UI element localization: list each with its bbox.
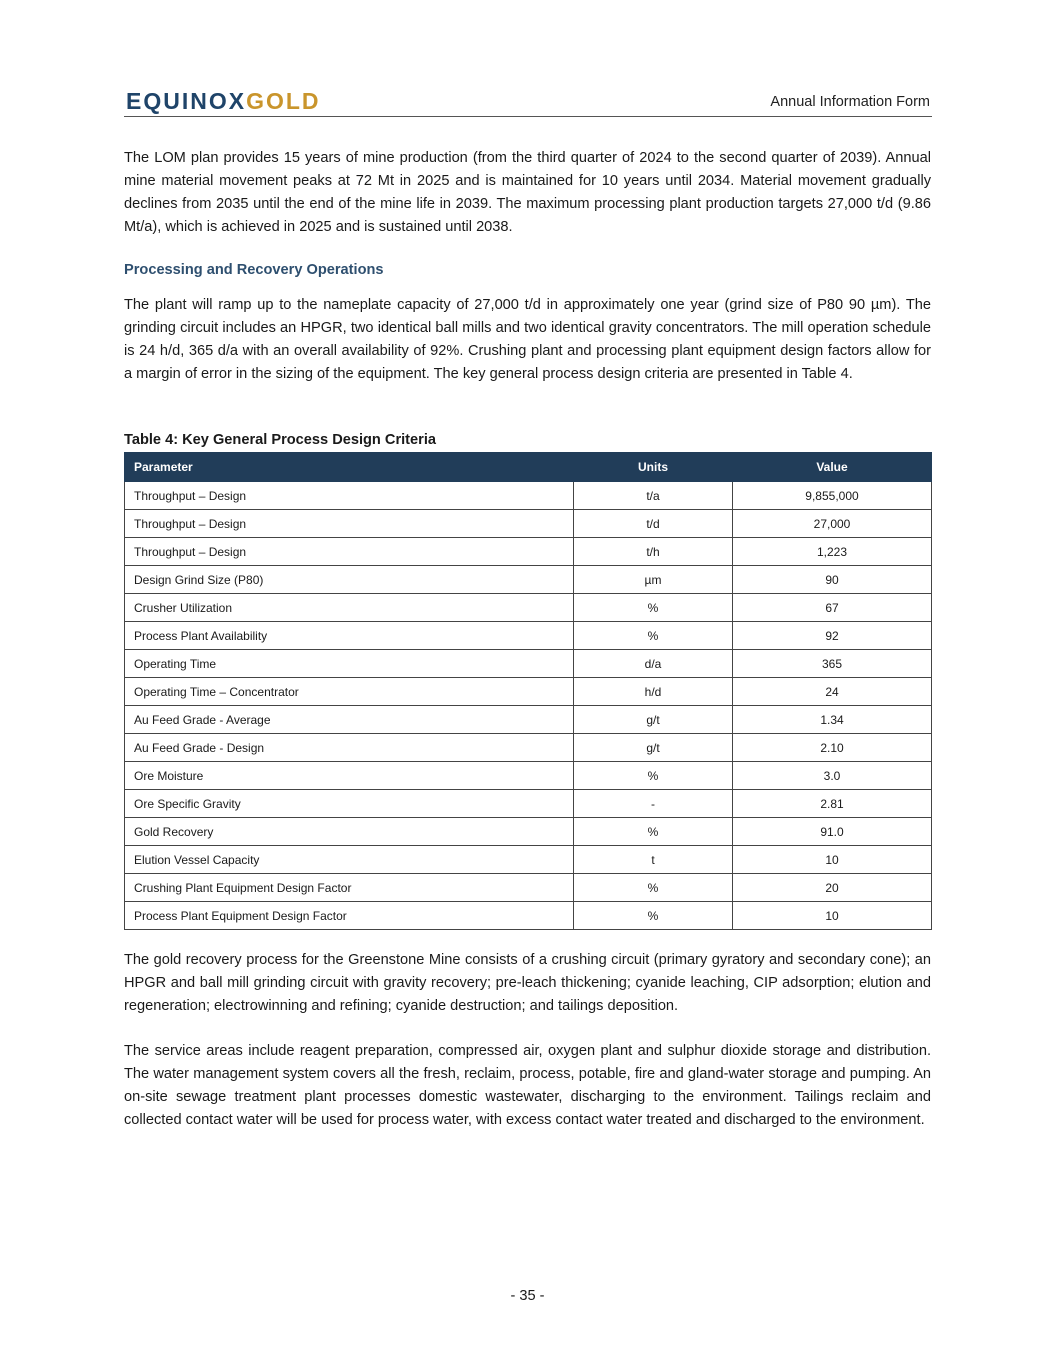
cell-parameter: Design Grind Size (P80): [125, 566, 574, 594]
cell-value: 92: [733, 622, 932, 650]
cell-units: h/d: [574, 678, 733, 706]
cell-value: 27,000: [733, 510, 932, 538]
cell-parameter: Ore Moisture: [125, 762, 574, 790]
cell-parameter: Process Plant Availability: [125, 622, 574, 650]
table-row: [125, 706, 932, 734]
cell-value: 10: [733, 902, 932, 930]
section-heading-processing: Processing and Recovery Operations: [124, 262, 384, 278]
paragraph-lom-plan: The LOM plan provides 15 years of mine production (from the third quarter of 2024 to the second quarter of 2039). Annual mine material movement peaks at 72 Mt in 2025 and is maintained for 10 years until 2034. Material movement gradually declines from 2035 until the end of the mine life in 2039. The maximum processing plant production targets 27,000 t/d (9.86 Mt/a), which is achieved in 2025 and is sustained until 2038.: [124, 150, 931, 235]
table-row: [125, 734, 932, 762]
cell-units: t/d: [574, 510, 733, 538]
cell-units: µm: [574, 566, 733, 594]
cell-parameter: Operating Time: [125, 650, 574, 678]
cell-parameter: Crushing Plant Equipment Design Factor: [125, 874, 574, 902]
cell-parameter: Elution Vessel Capacity: [125, 846, 574, 874]
cell-units: %: [574, 818, 733, 846]
cell-units: %: [574, 762, 733, 790]
table-row: [125, 874, 932, 902]
cell-parameter: Throughput – Design: [125, 510, 574, 538]
cell-value: 1,223: [733, 538, 932, 566]
cell-value: 91.0: [733, 818, 932, 846]
table-row: [125, 902, 932, 930]
table-row: [125, 790, 932, 818]
table-row: [125, 846, 932, 874]
cell-parameter: Throughput – Design: [125, 538, 574, 566]
table-row: [125, 538, 932, 566]
cell-value: 67: [733, 594, 932, 622]
cell-units: g/t: [574, 734, 733, 762]
table-caption: Table 4: Key General Process Design Criteria: [124, 432, 437, 448]
cell-units: %: [574, 594, 733, 622]
cell-parameter: Process Plant Equipment Design Factor: [125, 902, 574, 930]
cell-units: %: [574, 902, 733, 930]
cell-parameter: Operating Time – Concentrator: [125, 678, 574, 706]
cell-value: 90: [733, 566, 932, 594]
cell-value: 2.10: [733, 734, 932, 762]
table-row: [125, 762, 932, 790]
cell-parameter: Au Feed Grade - Average: [125, 706, 574, 734]
cell-parameter: Gold Recovery: [125, 818, 574, 846]
document-title: Annual Information Form: [770, 94, 930, 110]
page-number: - 35 -: [510, 1288, 545, 1304]
cell-parameter: Au Feed Grade - Design: [125, 734, 574, 762]
cell-parameter: Ore Specific Gravity: [125, 790, 574, 818]
table-row: [125, 482, 932, 510]
cell-units: t/h: [574, 538, 733, 566]
table-row: [125, 678, 932, 706]
page-header: [124, 88, 932, 117]
table-row: [125, 510, 932, 538]
cell-parameter: Throughput – Design: [125, 482, 574, 510]
cell-units: %: [574, 622, 733, 650]
table-row: [125, 818, 932, 846]
paragraph-gold-recovery-process: The gold recovery process for the Greenstone Mine consists of a crushing circuit (primary gyratory and secondary cone); an HPGR and ball mill grinding circuit with gravity recovery; pre-leach thickening; cyanide leaching, CIP adsorption; elution and regeneration; electrowinning and refining; cyanide destruction; and tailings deposition.: [124, 952, 931, 1014]
cell-parameter: Crusher Utilization: [125, 594, 574, 622]
cell-value: 20: [733, 874, 932, 902]
cell-value: 1.34: [733, 706, 932, 734]
cell-units: g/t: [574, 706, 733, 734]
column-header-value: Value: [733, 453, 932, 482]
cell-value: 10: [733, 846, 932, 874]
cell-units: %: [574, 874, 733, 902]
paragraph-service-areas: The service areas include reagent preparation, compressed air, oxygen plant and sulphur dioxide storage and distribution. The water management system covers all the fresh, reclaim, process, potable, fire and gland-water storage and pumping. An on-site sewage treatment plant processes domestic wastewater, discharging to the environment. Tailings reclaim and collected contact water will be used for process water, with excess contact water treated and discharged to the environment.: [124, 1043, 931, 1128]
column-header-parameter: Parameter: [125, 453, 574, 482]
cell-units: -: [574, 790, 733, 818]
table-row: [125, 566, 932, 594]
equinox-gold-logo: EQUINOXGOLD: [126, 88, 321, 114]
cell-value: 365: [733, 650, 932, 678]
process-design-criteria-table: [124, 452, 932, 930]
table-row: [125, 622, 932, 650]
table-row: [125, 594, 932, 622]
cell-value: 3.0: [733, 762, 932, 790]
table-row: [125, 650, 932, 678]
cell-units: d/a: [574, 650, 733, 678]
cell-units: t/a: [574, 482, 733, 510]
cell-value: 2.81: [733, 790, 932, 818]
column-header-units: Units: [574, 453, 733, 482]
table-header-row: [125, 453, 932, 482]
cell-units: t: [574, 846, 733, 874]
paragraph-plant-ramp-up: The plant will ramp up to the nameplate capacity of 27,000 t/d in approximately one year (grind size of P80 90 µm). The grinding circuit includes an HPGR, two identical ball mills and two identical gravity concentrators. The mill operation schedule is 24 h/d, 365 d/a with an overall availability of 92%. Crushing plant and processing plant equipment design factors allow for a margin of error in the sizing of the equipment. The key general process design criteria are presented in Table 4.: [124, 297, 931, 382]
cell-value: 24: [733, 678, 932, 706]
cell-value: 9,855,000: [733, 482, 932, 510]
